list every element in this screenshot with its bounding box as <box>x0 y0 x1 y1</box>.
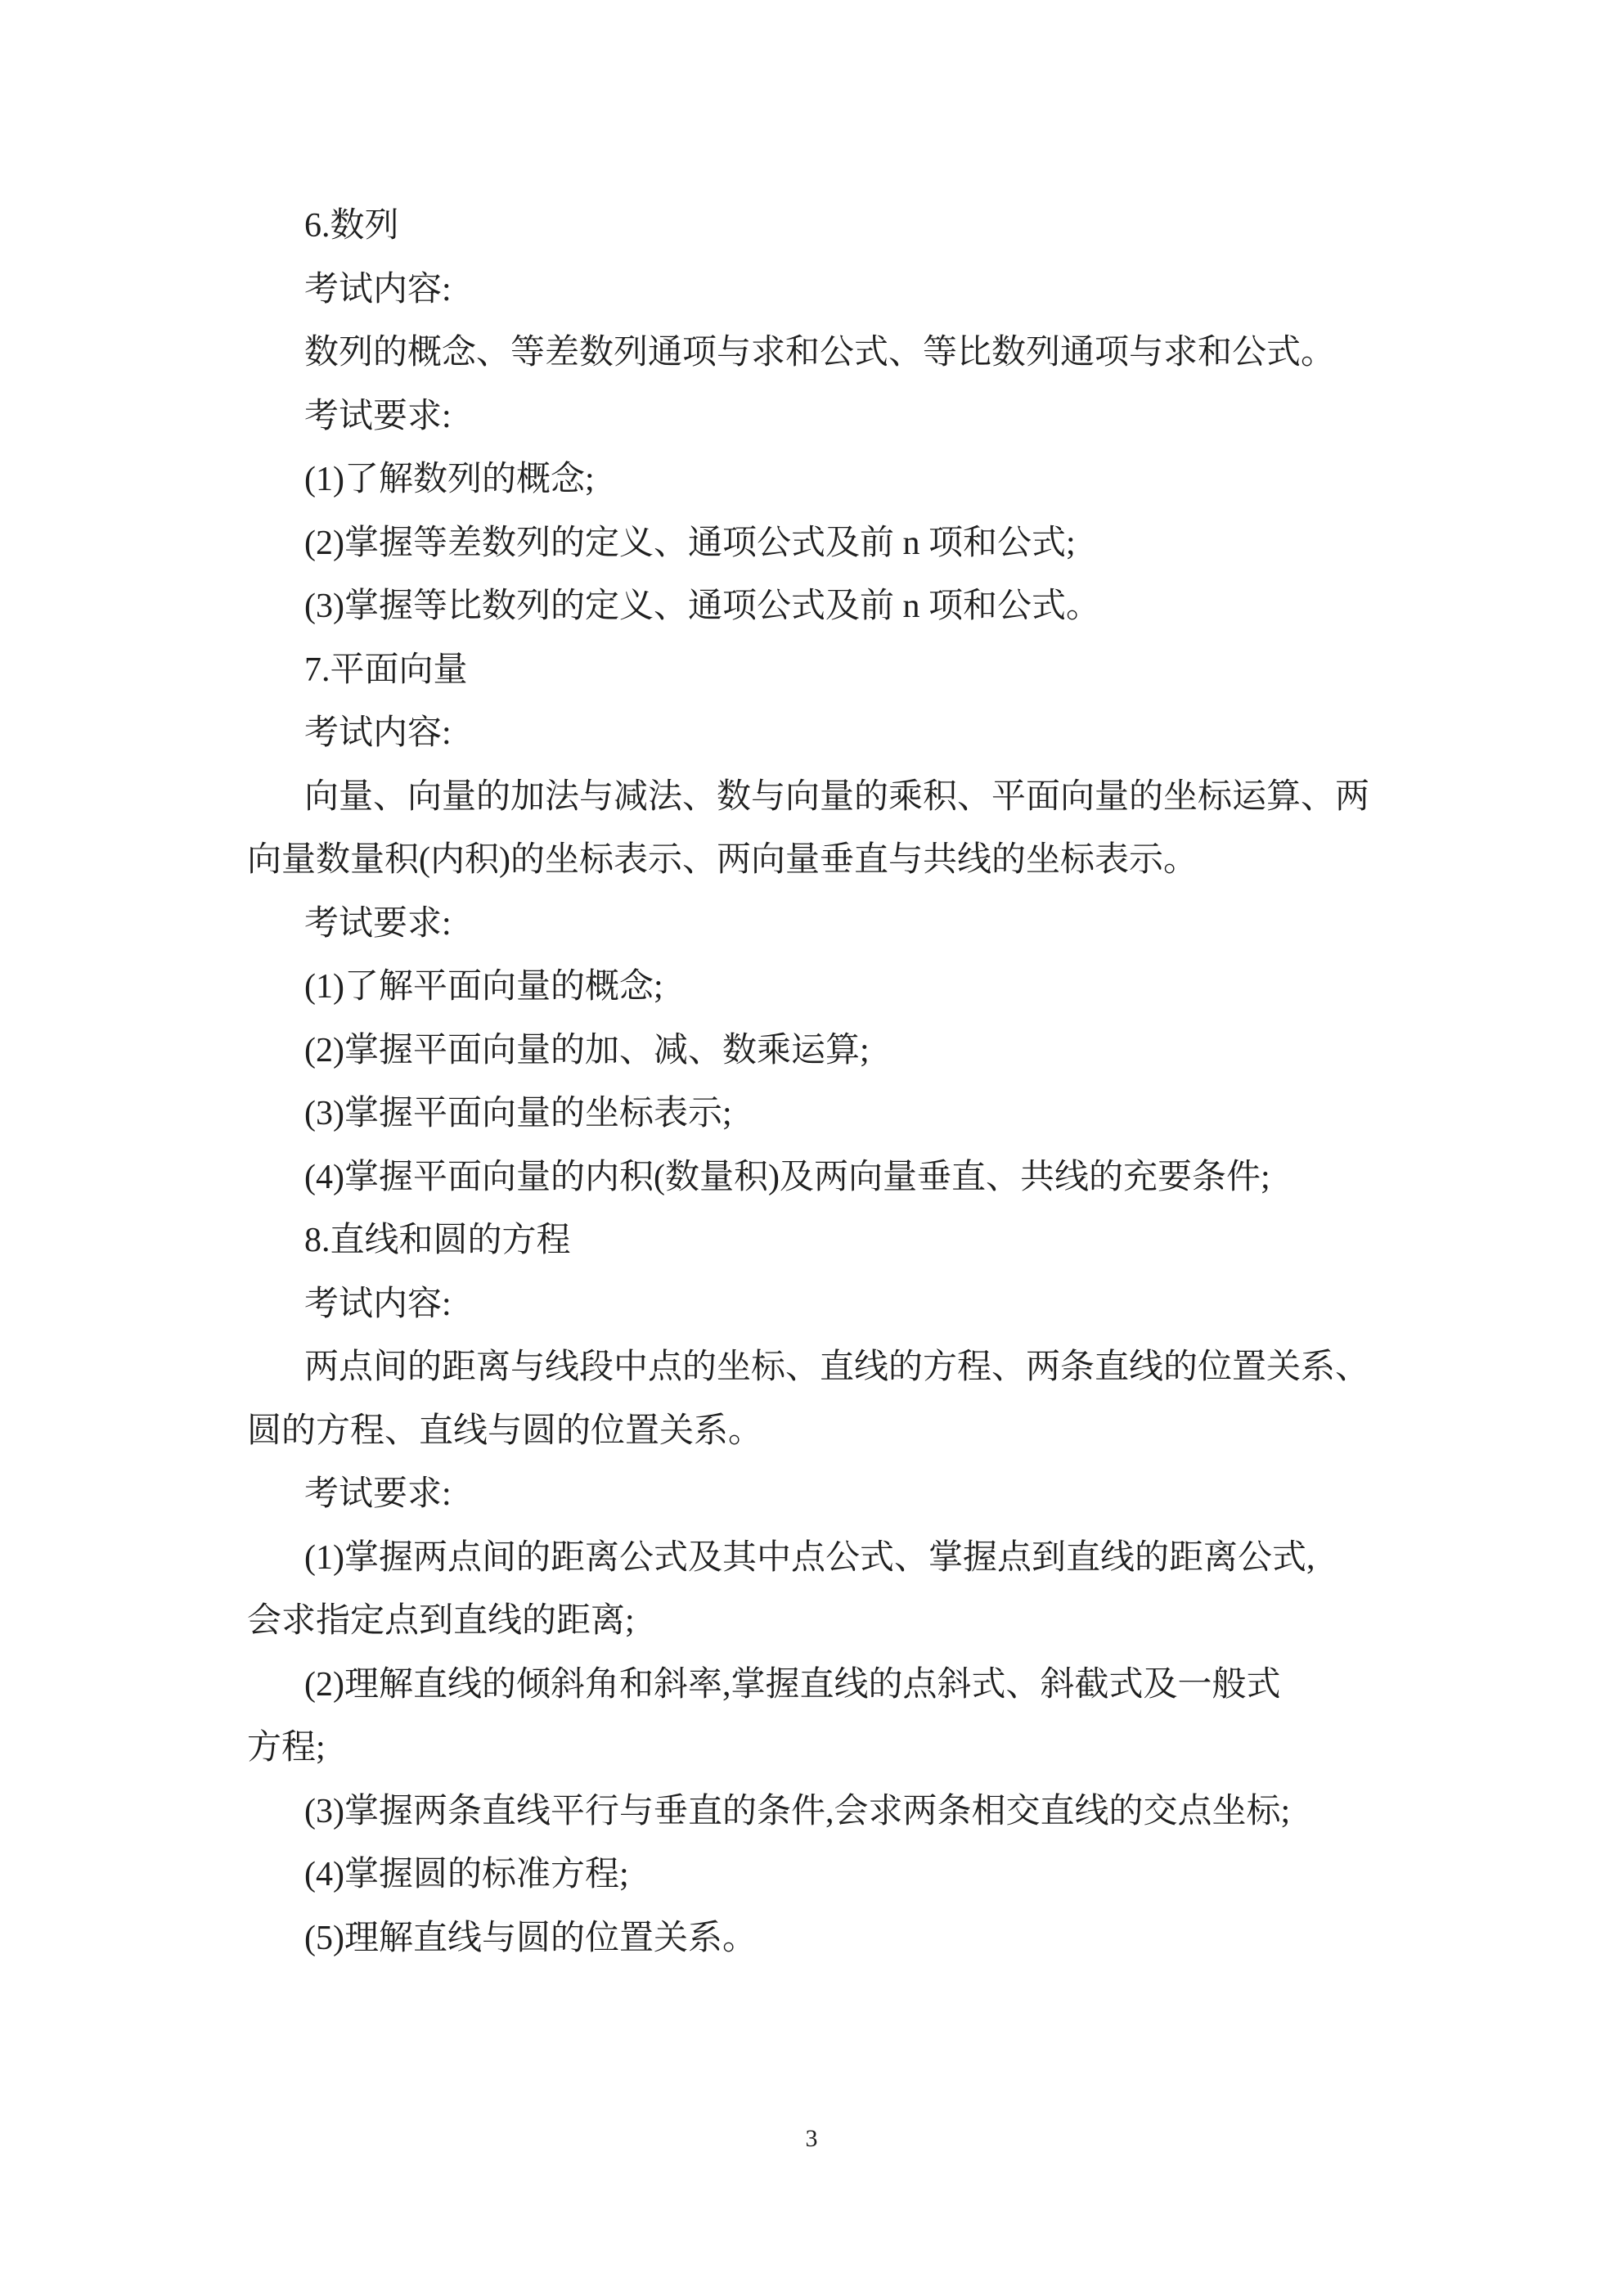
text-line: 7.平面向量 <box>304 651 468 689</box>
text-line: (4)掌握平面向量的内积(数量积)及两向量垂直、共线的充要条件; <box>304 1158 1270 1196</box>
text-line: (3)掌握平面向量的坐标表示; <box>304 1095 732 1132</box>
text-line: 方程; <box>247 1729 326 1767</box>
text-line: (1)掌握两点间的距离公式及其中点公式、掌握点到直线的距离公式, <box>304 1538 1315 1577</box>
text-line: 会求指定点到直线的距离; <box>247 1602 635 1640</box>
page-number: 3 <box>805 2125 818 2152</box>
text-line: (5)理解直线与圆的位置关系。 <box>304 1919 757 1957</box>
text-line: 6.数列 <box>304 207 399 245</box>
text-line: (1)了解平面向量的概念; <box>304 968 663 1006</box>
text-line: 数列的概念、等差数列通项与求和公式、等比数列通项与求和公式。 <box>304 334 1336 371</box>
text-line: (2)掌握平面向量的加、减、数乘运算; <box>304 1031 870 1069</box>
text-line: (3)掌握两条直线平行与垂直的条件,会求两条相交直线的交点坐标; <box>304 1792 1291 1830</box>
text-line: 考试内容: <box>304 1285 452 1323</box>
text-line: 圆的方程、直线与圆的位置关系。 <box>247 1411 763 1450</box>
body-text <box>247 195 1417 1970</box>
text-line: 向量数量积(内积)的坐标表示、两向量垂直与共线的坐标表示。 <box>247 841 1198 879</box>
text-line: 考试要求: <box>304 1475 452 1513</box>
text-line: 考试内容: <box>304 714 452 752</box>
text-line: (2)掌握等差数列的定义、通项公式及前 n 项和公式; <box>304 524 1076 562</box>
text-line: 向量、向量的加法与减法、数与向量的乘积、平面向量的坐标运算、两 <box>304 777 1370 816</box>
text-line: (3)掌握等比数列的定义、通项公式及前 n 项和公式。 <box>304 588 1100 625</box>
text-line: 考试要求: <box>304 397 452 435</box>
text-line: 8.直线和圆的方程 <box>304 1222 571 1259</box>
text-line: (4)掌握圆的标准方程; <box>304 1856 629 1893</box>
text-line: (1)了解数列的概念; <box>304 461 595 498</box>
text-line: 考试内容: <box>304 270 452 308</box>
text-line: (2)理解直线的倾斜角和斜率,掌握直线的点斜式、斜截式及一般式 <box>304 1665 1281 1704</box>
text-line: 考试要求: <box>304 904 452 943</box>
text-line: 两点间的距离与线段中点的坐标、直线的方程、两条直线的位置关系、 <box>304 1348 1370 1386</box>
